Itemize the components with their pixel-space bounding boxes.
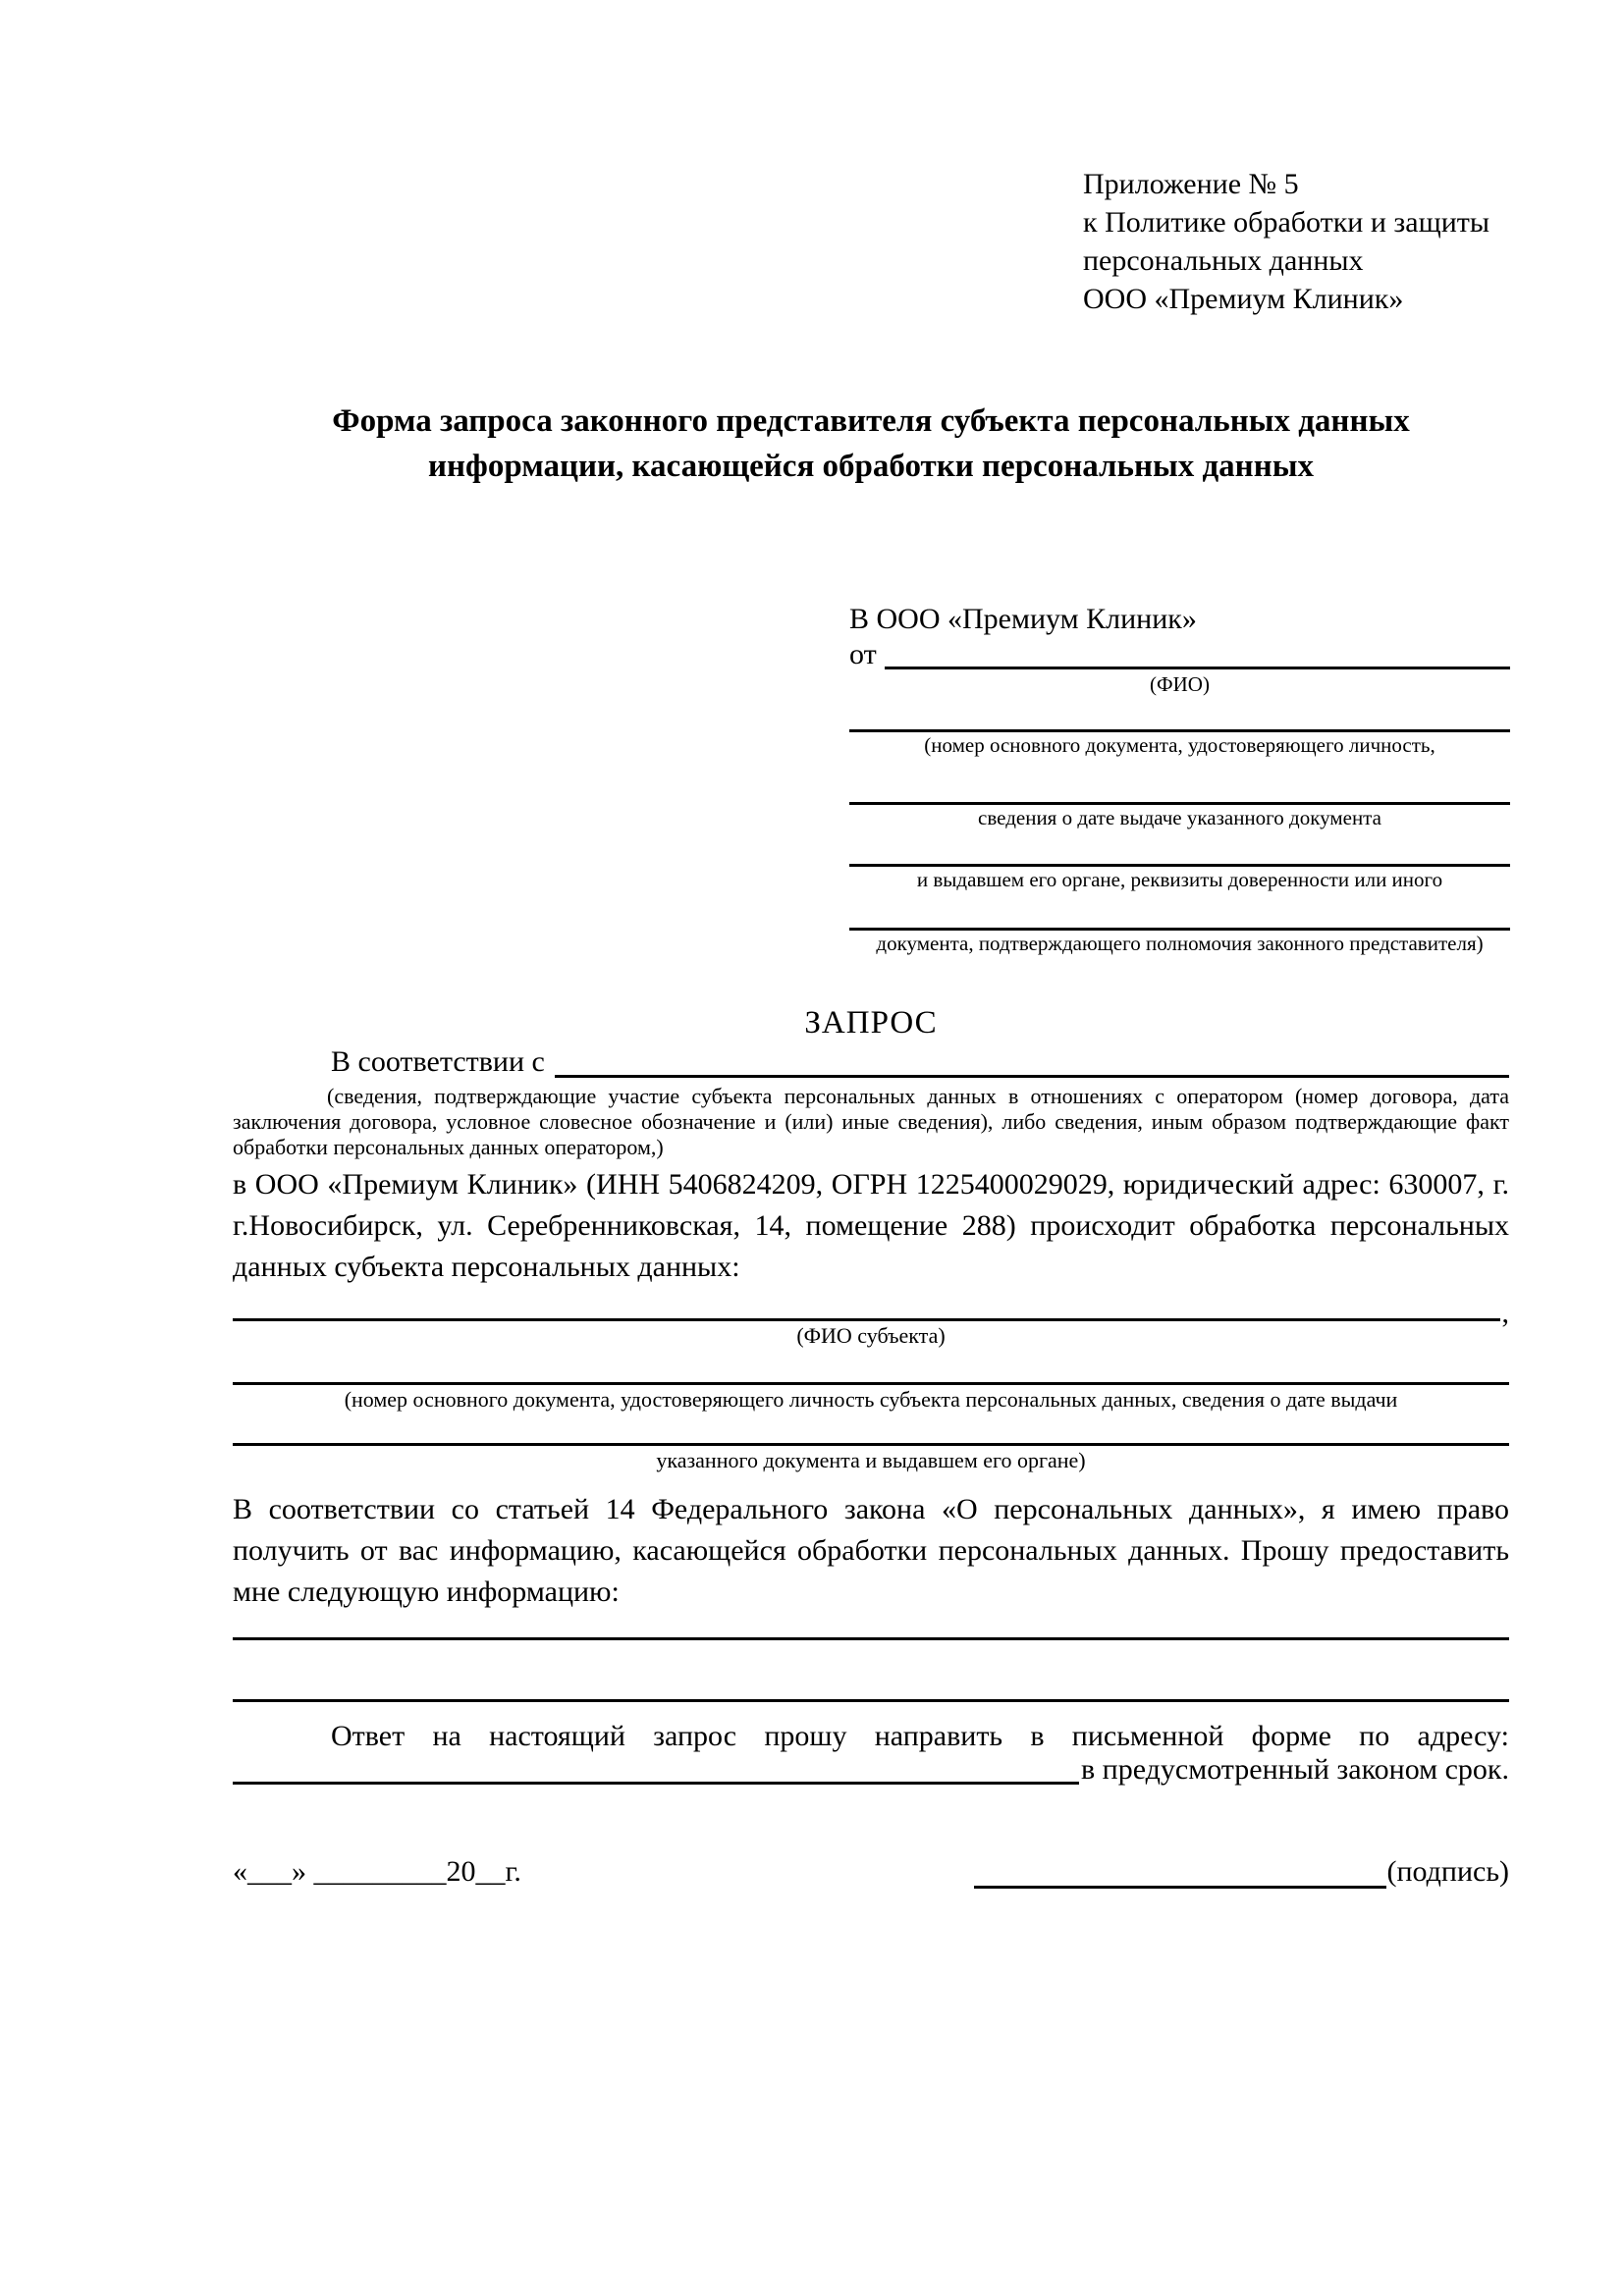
addressee-company: В ООО «Премиум Клиник» (849, 603, 1197, 635)
rights-paragraph: В соответствии со статьей 14 Федерального закона «О персональных данных», я имею право получить от вас информацию, касающейся обработки персональных данных. Прошу предоставить мне следующую информацию: (233, 1493, 1509, 1608)
reply-tail: в предусмотренный законом срок. (1081, 1753, 1509, 1786)
request-body (233, 1003, 1509, 1889)
doc-caption: и выдавшем его органе, реквизиты доверенности или иного (916, 868, 1443, 891)
blank-line (233, 1349, 1509, 1385)
subject-fio-row (233, 1297, 1509, 1329)
subject-doc-caption: указанного документа и выдавшем его органе) (656, 1448, 1086, 1472)
appendix-line: ООО «Премиум Клиник» (1083, 283, 1404, 315)
subject-fio-caption: (ФИО субъекта) (796, 1323, 946, 1348)
signature-caption: (подпись) (1386, 1855, 1509, 1888)
in-accordance-label: В соответствии с (331, 1045, 545, 1078)
trailing-comma: , (1501, 1297, 1509, 1329)
signature-block (974, 1855, 1509, 1889)
signature-blank-line (974, 1856, 1386, 1889)
appendix-block (1083, 165, 1489, 318)
from-blank-line (885, 639, 1510, 669)
fio-caption: (ФИО) (1150, 672, 1210, 696)
blank-line (849, 830, 1510, 867)
form-title-line: информации, касающейся обработки персональных данных (428, 449, 1314, 484)
reply-paragraph: Ответ на настоящий запрос прошу направить в письменной форме по адресу: (331, 1720, 1509, 1752)
date-line: «___» _________20__г. (233, 1855, 521, 1888)
reply-address-row (233, 1753, 1509, 1786)
appendix-line: персональных данных (1083, 244, 1364, 277)
subject-doc-caption: (номер основного документа, удостоверяющего личность субъекта персональных данных, сведения о дате выдачи (344, 1387, 1398, 1412)
blank-line (849, 758, 1510, 805)
date-signature-row (233, 1855, 1509, 1889)
appendix-line: к Политике обработки и защиты (1083, 206, 1490, 239)
doc-caption: документа, подтверждающего полномочия законного представителя) (876, 932, 1484, 955)
appendix-line: Приложение № 5 (1083, 168, 1299, 200)
form-title-line: Форма запроса законного представителя субъекта персональных данных (332, 403, 1410, 439)
from-label: от (849, 638, 877, 670)
blank-line (233, 1640, 1509, 1702)
doc-caption: сведения о дате выдаче указанного документа (978, 806, 1381, 829)
addressee-block (849, 601, 1510, 956)
address-blank-line (233, 1756, 1079, 1785)
blank-line (849, 697, 1510, 732)
in-accordance-row (233, 1046, 1509, 1078)
request-heading: ЗАПРОС (804, 1005, 938, 1041)
doc-caption: (номер основного документа, удостоверяющего личность, (924, 733, 1435, 757)
basis-blank-line (555, 1045, 1509, 1078)
blank-line (849, 892, 1510, 931)
subject-fio-blank-line (233, 1301, 1500, 1321)
form-title (233, 399, 1509, 489)
blank-line (233, 1613, 1509, 1640)
basis-caption: (сведения, подтверждающие участие субъекта персональных данных в отношениях с оператором (номер договора, дата заключения договора, условное словесное обозначение и (или) иные сведения), либо сведения, иным образом подтверждающие факт обработки персональных данных оператором,) (233, 1084, 1509, 1159)
blank-line (233, 1413, 1509, 1446)
operator-paragraph: в ООО «Премиум Клиник» (ИНН 5406824209, ОГРН 1225400029029, юридический адрес: 630007, г. г.Новосибирск, ул. Серебренниковская, 14, помещение 288) происходит обработка персональных данных субъекта персональных данных: (233, 1168, 1509, 1283)
from-row (849, 640, 1510, 669)
